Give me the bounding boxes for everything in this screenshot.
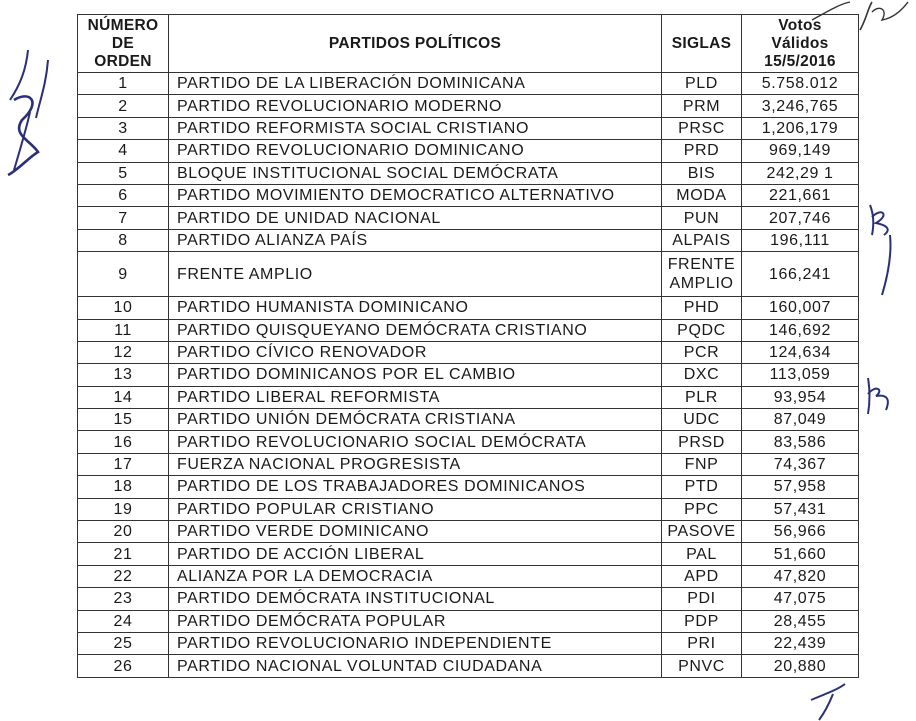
header-text: ORDEN <box>94 52 152 70</box>
party-sigla: PRD <box>662 140 742 162</box>
valid-votes: 56,966 <box>742 521 859 543</box>
results-table <box>77 14 859 678</box>
party-name: BLOQUE INSTITUCIONAL SOCIAL DEMÓCRATA <box>169 162 662 184</box>
valid-votes: 160,007 <box>742 297 859 319</box>
party-sigla: PCR <box>662 341 742 363</box>
party-sigla: PRM <box>662 95 742 117</box>
header-text: DE <box>111 34 135 52</box>
valid-votes: 969,149 <box>742 140 859 162</box>
header-text: NÚMERO <box>87 16 159 34</box>
order-number: 16 <box>78 431 169 453</box>
header-text: SIGLAS <box>671 35 732 52</box>
party-name: PARTIDO LIBERAL REFORMISTA <box>169 386 662 408</box>
order-number: 7 <box>78 207 169 229</box>
order-number: 20 <box>78 521 169 543</box>
order-number: 24 <box>78 610 169 632</box>
order-number: 23 <box>78 588 169 610</box>
results-table-container <box>77 14 858 678</box>
party-sigla: ALPAIS <box>662 229 742 251</box>
party-sigla-line: FRENTE <box>667 256 736 274</box>
order-number: 21 <box>78 543 169 565</box>
table-row <box>78 207 859 229</box>
signature-scribble-left <box>0 40 70 190</box>
party-name: PARTIDO REVOLUCIONARIO DOMINICANO <box>169 140 662 162</box>
party-name: PARTIDO DE LA LIBERACIÓN DOMINICANA <box>169 73 662 95</box>
party-name: PARTIDO DE UNIDAD NACIONAL <box>169 207 662 229</box>
column-header-parties <box>169 15 662 73</box>
order-number: 26 <box>78 655 169 677</box>
order-number: 14 <box>78 386 169 408</box>
party-sigla: PLD <box>662 73 742 95</box>
valid-votes: 207,746 <box>742 207 859 229</box>
valid-votes: 28,455 <box>742 610 859 632</box>
party-sigla: PPC <box>662 498 742 520</box>
table-row <box>78 521 859 543</box>
party-name: PARTIDO REFORMISTA SOCIAL CRISTIANO <box>169 117 662 139</box>
valid-votes: 47,075 <box>742 588 859 610</box>
column-header-siglas <box>662 15 742 73</box>
party-sigla: BIS <box>662 162 742 184</box>
party-sigla: PRI <box>662 632 742 654</box>
order-number: 18 <box>78 476 169 498</box>
party-sigla: DXC <box>662 364 742 386</box>
valid-votes: 57,958 <box>742 476 859 498</box>
valid-votes: 22,439 <box>742 632 859 654</box>
table-row <box>78 252 859 297</box>
party-name: PARTIDO VERDE DOMINICANO <box>169 521 662 543</box>
table-row <box>78 409 859 431</box>
table-row <box>78 364 859 386</box>
valid-votes: 93,954 <box>742 386 859 408</box>
valid-votes: 196,111 <box>742 229 859 251</box>
party-name: PARTIDO QUISQUEYANO DEMÓCRATA CRISTIANO <box>169 319 662 341</box>
order-number: 10 <box>78 297 169 319</box>
valid-votes: 83,586 <box>742 431 859 453</box>
order-number: 11 <box>78 319 169 341</box>
party-sigla: APD <box>662 565 742 587</box>
order-number: 12 <box>78 341 169 363</box>
party-sigla: PHD <box>662 297 742 319</box>
table-row <box>78 453 859 475</box>
party-name: PARTIDO REVOLUCIONARIO INDEPENDIENTE <box>169 632 662 654</box>
column-header-votes <box>742 15 859 73</box>
signature-scribble-right-2 <box>860 370 900 430</box>
table-row <box>78 341 859 363</box>
party-sigla: PUN <box>662 207 742 229</box>
valid-votes: 3,246,765 <box>742 95 859 117</box>
party-name: PARTIDO CÍVICO RENOVADOR <box>169 341 662 363</box>
header-text: Válidos <box>771 34 829 52</box>
order-number: 22 <box>78 565 169 587</box>
header-text: PARTIDOS POLÍTICOS <box>328 35 502 52</box>
valid-votes: 113,059 <box>742 364 859 386</box>
party-name: FUERZA NACIONAL PROGRESISTA <box>169 453 662 475</box>
party-name: PARTIDO ALIANZA PAÍS <box>169 229 662 251</box>
order-number: 19 <box>78 498 169 520</box>
table-row <box>78 140 859 162</box>
valid-votes: 5.758.012 <box>742 73 859 95</box>
order-number: 15 <box>78 409 169 431</box>
party-name: PARTIDO DE ACCIÓN LIBERAL <box>169 543 662 565</box>
party-sigla: PTD <box>662 476 742 498</box>
party-sigla <box>662 252 742 297</box>
table-row <box>78 73 859 95</box>
valid-votes: 166,241 <box>742 252 859 297</box>
party-name: PARTIDO REVOLUCIONARIO SOCIAL DEMÓCRATA <box>169 431 662 453</box>
party-sigla: FNP <box>662 453 742 475</box>
party-name: FRENTE AMPLIO <box>169 252 662 297</box>
party-sigla: PAL <box>662 543 742 565</box>
party-sigla: PDI <box>662 588 742 610</box>
party-sigla: PLR <box>662 386 742 408</box>
valid-votes: 1,206,179 <box>742 117 859 139</box>
table-row <box>78 565 859 587</box>
party-name: PARTIDO HUMANISTA DOMINICANO <box>169 297 662 319</box>
order-number: 8 <box>78 229 169 251</box>
party-sigla: PQDC <box>662 319 742 341</box>
valid-votes: 74,367 <box>742 453 859 475</box>
signature-scribble-right-1 <box>862 195 902 305</box>
valid-votes: 87,049 <box>742 409 859 431</box>
column-header-order-number <box>78 15 169 73</box>
party-name: PARTIDO DOMINICANOS POR EL CAMBIO <box>169 364 662 386</box>
table-row <box>78 184 859 206</box>
table-row <box>78 610 859 632</box>
party-sigla: MODA <box>662 184 742 206</box>
party-name: PARTIDO UNIÓN DEMÓCRATA CRISTIANA <box>169 409 662 431</box>
table-row <box>78 95 859 117</box>
party-name: PARTIDO DEMÓCRATA INSTITUCIONAL <box>169 588 662 610</box>
valid-votes: 124,634 <box>742 341 859 363</box>
party-name: PARTIDO REVOLUCIONARIO MODERNO <box>169 95 662 117</box>
party-sigla: PASOVE <box>662 521 742 543</box>
order-number: 4 <box>78 140 169 162</box>
party-sigla: PRSD <box>662 431 742 453</box>
table-row <box>78 543 859 565</box>
order-number: 9 <box>78 252 169 297</box>
order-number: 6 <box>78 184 169 206</box>
party-name: PARTIDO DE LOS TRABAJADORES DOMINICANOS <box>169 476 662 498</box>
valid-votes: 146,692 <box>742 319 859 341</box>
table-row <box>78 117 859 139</box>
order-number: 5 <box>78 162 169 184</box>
order-number: 2 <box>78 95 169 117</box>
table-row <box>78 588 859 610</box>
order-number: 25 <box>78 632 169 654</box>
party-name: PARTIDO POPULAR CRISTIANO <box>169 498 662 520</box>
valid-votes: 242,29 1 <box>742 162 859 184</box>
signature-scribble-bottom <box>805 680 855 721</box>
party-sigla: PRSC <box>662 117 742 139</box>
valid-votes: 20,880 <box>742 655 859 677</box>
valid-votes: 47,820 <box>742 565 859 587</box>
party-name: PARTIDO MOVIMIENTO DEMOCRATICO ALTERNATIVO <box>169 184 662 206</box>
order-number: 17 <box>78 453 169 475</box>
header-text: 15/5/2016 <box>764 52 836 70</box>
order-number: 13 <box>78 364 169 386</box>
table-row <box>78 386 859 408</box>
table-row <box>78 162 859 184</box>
party-sigla-line: AMPLIO <box>669 275 734 293</box>
table-row <box>78 632 859 654</box>
order-number: 3 <box>78 117 169 139</box>
table-row <box>78 229 859 251</box>
party-name: ALIANZA POR LA DEMOCRACIA <box>169 565 662 587</box>
table-row <box>78 297 859 319</box>
table-row <box>78 498 859 520</box>
party-sigla: UDC <box>662 409 742 431</box>
table-header-row <box>78 15 859 73</box>
table-body <box>78 73 859 678</box>
party-name: PARTIDO NACIONAL VOLUNTAD CIUDADANA <box>169 655 662 677</box>
table-row <box>78 431 859 453</box>
valid-votes: 57,431 <box>742 498 859 520</box>
table-row <box>78 476 859 498</box>
table-row <box>78 319 859 341</box>
valid-votes: 221,661 <box>742 184 859 206</box>
table-row <box>78 655 859 677</box>
header-text: Votos <box>778 16 822 34</box>
party-sigla: PDP <box>662 610 742 632</box>
order-number: 1 <box>78 73 169 95</box>
party-name: PARTIDO DEMÓCRATA POPULAR <box>169 610 662 632</box>
valid-votes: 51,660 <box>742 543 859 565</box>
party-sigla: PNVC <box>662 655 742 677</box>
